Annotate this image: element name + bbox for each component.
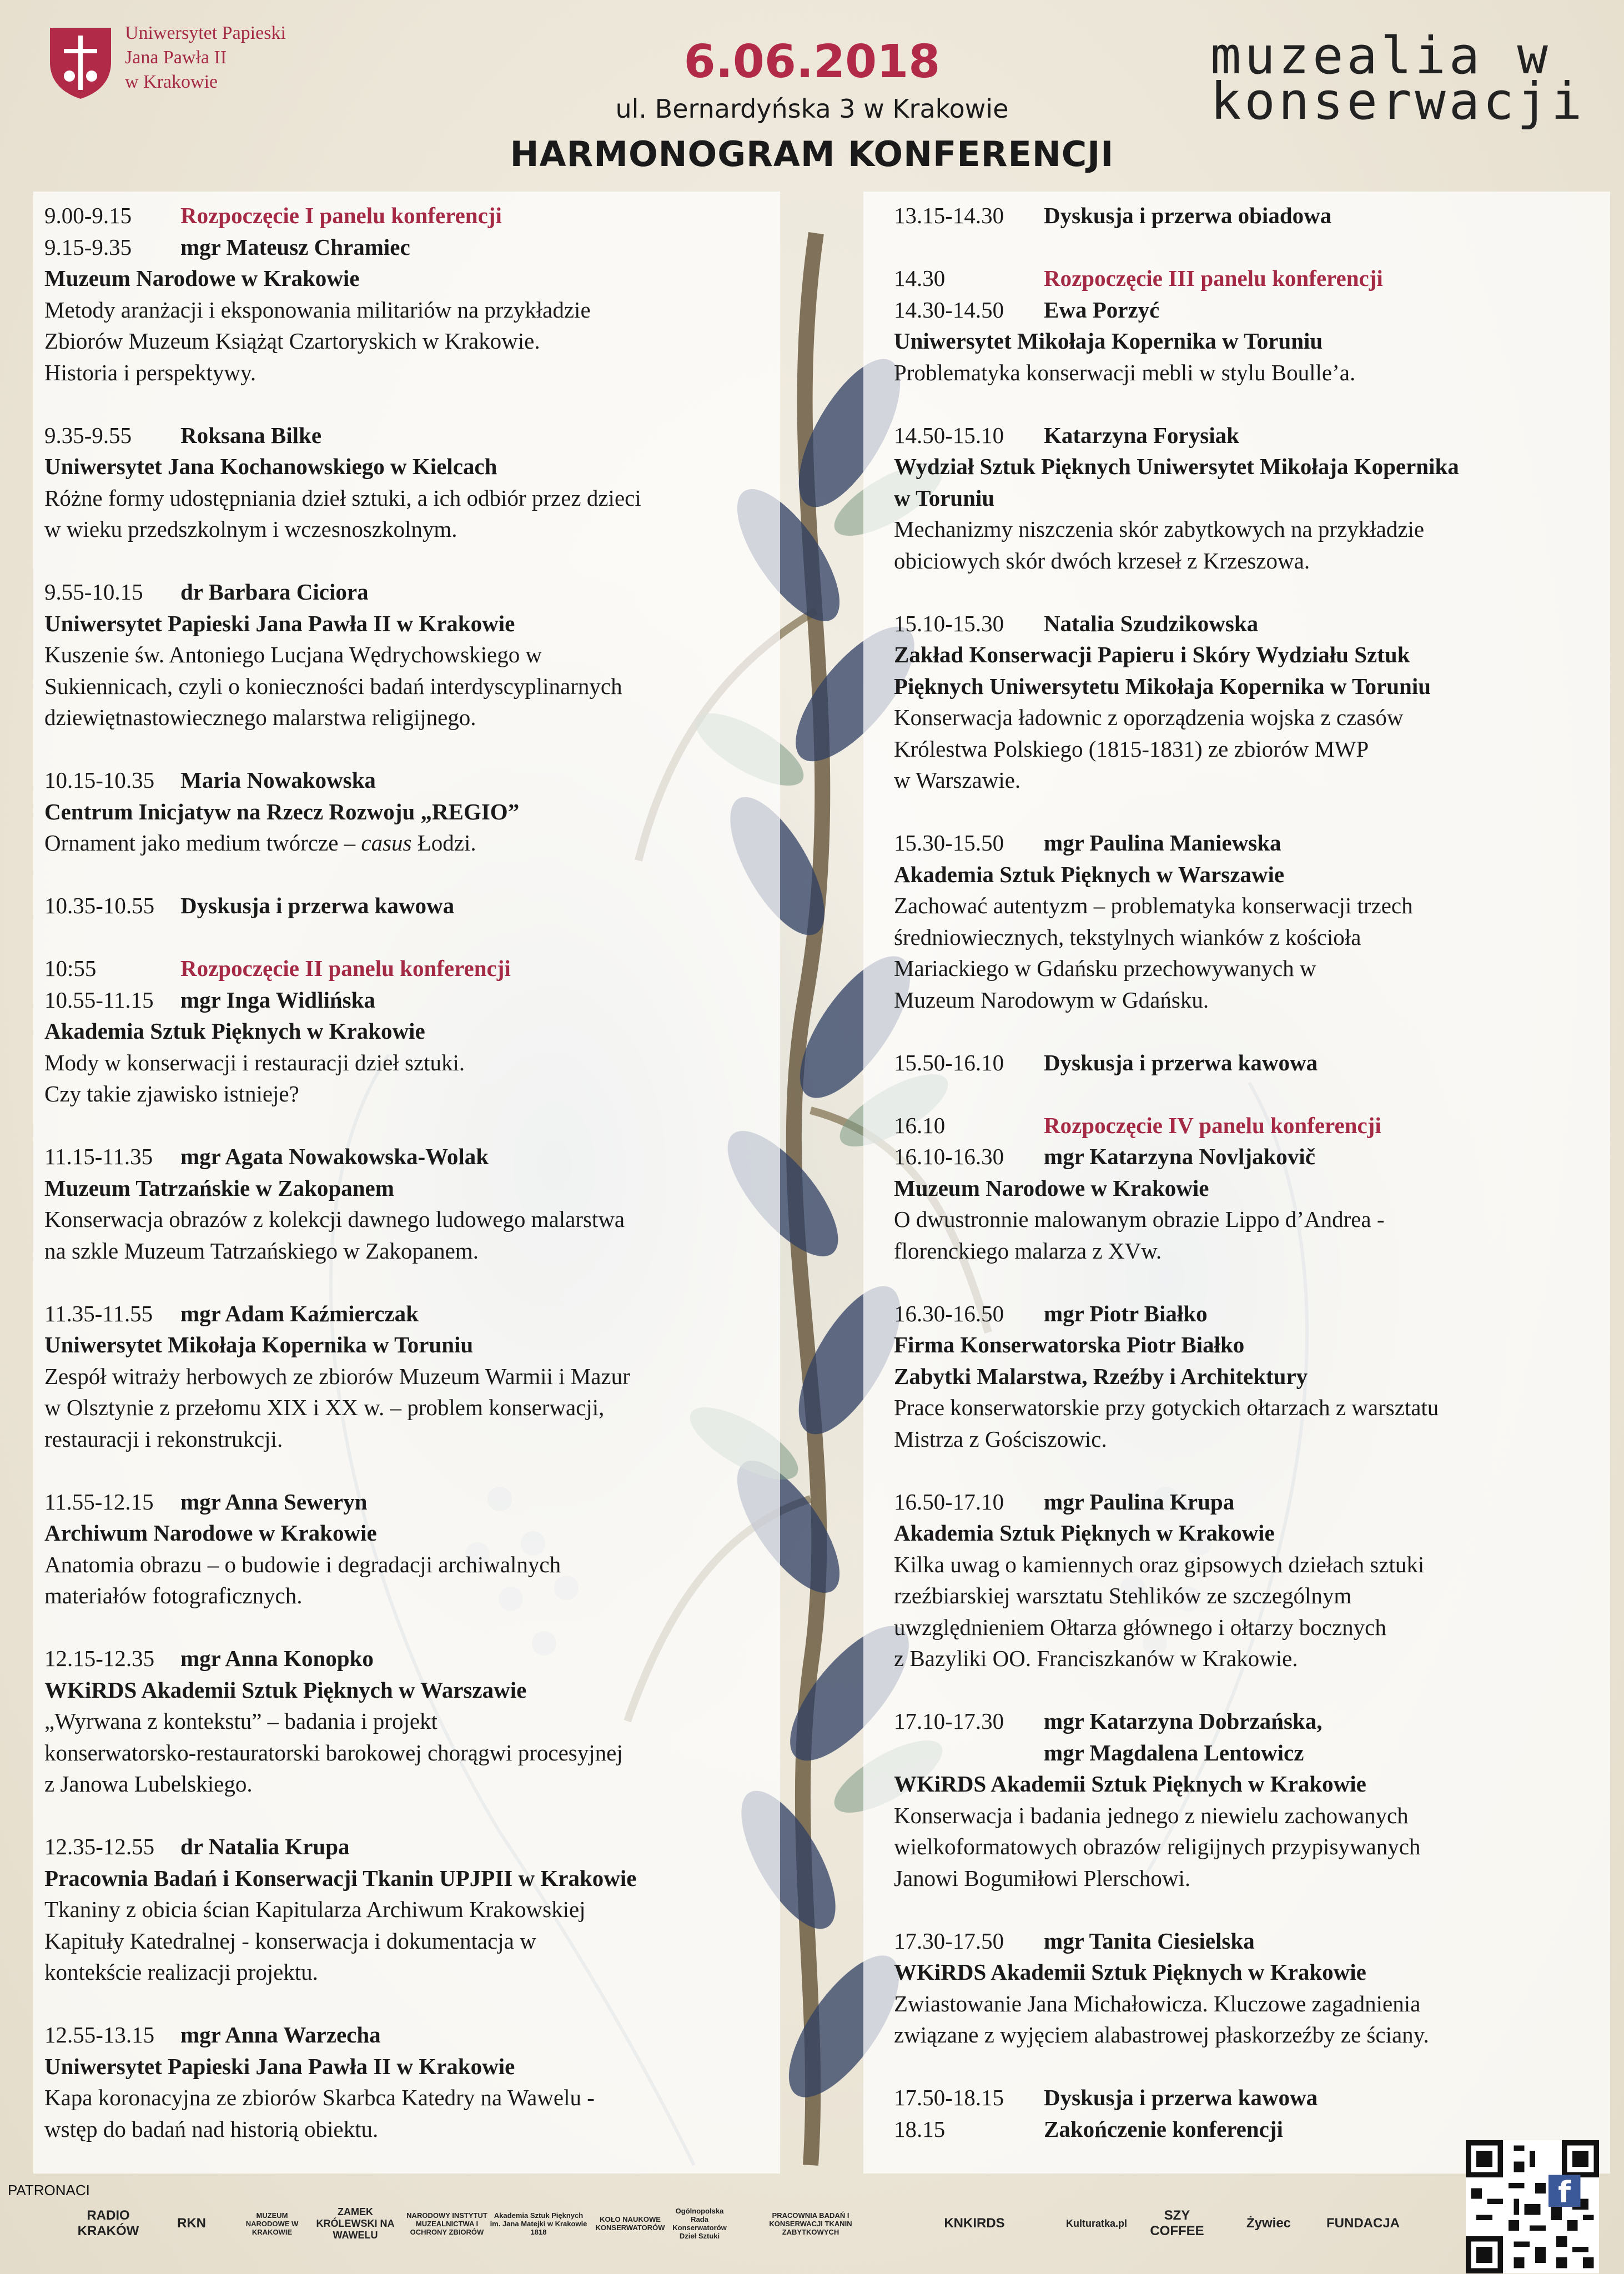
schedule-line [44,827,783,859]
talk-title-line: Konserwacja ładownic z oporządzenia wojska z czasów [894,705,1404,730]
speaker-or-institution: Firma Konserwatorska Piotr Białko [894,1332,1245,1357]
schedule-line [44,1674,783,1706]
talk-title-line: Zachować autentyzm – problematyka konserwacji trzech [894,893,1413,918]
schedule-line [894,1173,1624,1204]
time-label: 16.50-17.10 [894,1488,1004,1515]
talk-title-line: uwzględnieniem Ołtarza głównego i ołtarzy bocznych [894,1614,1386,1640]
time-label: 17.10-17.30 [894,1708,1004,1734]
schedule-line [44,1173,783,1204]
speaker-or-institution: mgr Piotr Białko [1044,1300,1208,1326]
schedule-entry [44,764,783,859]
schedule-line [894,1549,1624,1581]
schedule-line [44,1956,783,1988]
conference-address: ul. Bernardyńska 3 w Krakowie [615,94,1009,124]
page-title: HARMONOGRAM KONFERENCJI [510,134,1114,174]
panel-start-label: Rozpoczęcie IV panelu konferencji [1044,1112,1381,1138]
talk-title-line: Sukiennicach, czyli o konieczności badań interdyscyplinarnych [44,673,622,699]
talk-title-line: Mistrza z Gościszowic. [894,1426,1107,1452]
talk-title-line: w Olsztynie z przełomu XIX i XX w. – problem konserwacji, [44,1395,605,1420]
schedule-line [894,859,1624,891]
time-label: 9.35-9.55 [44,422,132,448]
talk-title-line: Zespół witraży herbowych ze zbiorów Muzeum Warmii i Mazur [44,1363,630,1389]
svg-text:f: f [1558,2175,1571,2210]
schedule-entry [894,1706,1624,1894]
schedule-line [894,2019,1624,2051]
schedule-line [894,1235,1624,1267]
speaker-or-institution: w Toruniu [894,485,995,511]
speaker-or-institution: Zakład Konserwacji Papieru i Skóry Wydziału Sztuk [894,642,1410,667]
schedule-line [894,1517,1624,1549]
schedule-line [894,890,1624,922]
talk-title-line: Kuszenie św. Antoniego Lucjana Wędrychowskiego w [44,642,542,667]
schedule-line [894,1486,1624,1518]
schedule-line [894,639,1624,671]
schedule-line [44,200,783,232]
talk-title-line: Janowi Bogumiłowi Plerschowi. [894,1865,1191,1891]
schedule-line [44,2051,783,2082]
schedule-line [894,1800,1624,1832]
speaker-or-institution: Uniwersytet Mikołaja Kopernika w Toruniu [894,328,1323,354]
speaker-or-institution: Katarzyna Forysiak [1044,422,1239,448]
schedule-line [44,1580,783,1612]
schedule-line [894,827,1624,859]
talk-title-line: Tkaniny z obicia ścian Kapitularza Archiwum Krakowskiej [44,1896,586,1922]
talk-title-line: na szkle Muzeum Tatrzańskiego w Zakopanem. [44,1237,479,1264]
talk-title-line: konserwatorsko-restauratorski barokowej chorągwi procesyjnej [44,1739,623,1765]
speaker-or-institution: Uniwersytet Jana Kochanowskiego w Kielcach [44,454,497,479]
university-name-line: Jana Pawła II [125,47,227,68]
talk-title-line: Mechanizmy niszczenia skór zabytkowych na przykładzie [894,516,1425,542]
schedule-line [894,1831,1624,1863]
schedule-line [894,482,1624,514]
schedule-line [894,420,1624,451]
speaker-or-institution: Wydział Sztuk Pięknych Uniwersytet Mikołaja Kopernika [894,454,1459,479]
schedule-line [44,764,783,796]
speaker-or-institution: mgr Katarzyna Novljakovič [1044,1144,1315,1169]
schedule-entry [44,1831,783,1988]
schedule-line [894,1737,1624,1769]
time-label: 9.00-9.15 [44,203,132,228]
talk-title-line: Zbiorów Muzeum Książąt Czartoryskich w Krakowie. [44,328,540,354]
schedule-line [894,1141,1624,1173]
time-label: 10.35-10.55 [44,893,155,918]
speaker-or-institution: Ewa Porzyć [1044,296,1160,323]
schedule-line [44,2082,783,2114]
talk-title-line: Różne formy udostępniania dzieł sztuki, a ich odbiór przez dzieci [44,485,641,511]
schedule-line [44,576,783,608]
schedule-line [894,984,1624,1016]
speaker-or-institution: mgr Tanita Ciesielska [1044,1928,1255,1954]
schedule-line [44,357,783,389]
schedule-line [894,1580,1624,1612]
schedule-line [894,1956,1624,1988]
patron-logo: RKN [177,2216,206,2231]
speaker-or-institution: mgr Agata Nowakowska-Wolak [180,1144,489,1169]
schedule-line [894,1392,1624,1423]
brand-line: muzealia w [1210,26,1551,85]
schedule-line [44,1392,783,1423]
time-label: 10:55 [44,955,97,981]
schedule-line [44,1925,783,1957]
schedule-line [894,764,1624,796]
speaker-or-institution: Zabytki Malarstwa, Rzeźby i Architektury [894,1363,1308,1389]
speaker-or-institution: mgr Inga Widlińska [180,987,375,1013]
speaker-or-institution: mgr Adam Kaźmierczak [180,1300,419,1326]
talk-title-line: Prace konserwatorskie przy gotyckich ołtarzach z warsztatu [894,1395,1439,1420]
time-label: 10.15-10.35 [44,767,155,793]
time-label: 12.35-12.55 [44,1834,155,1859]
speaker-or-institution: Muzeum Narodowe w Krakowie [44,265,360,291]
talk-title-line: rzeźbiarskiej warsztatu Stehlików ze szczególnym [894,1583,1352,1608]
schedule-line [44,796,783,828]
schedule-entry [894,263,1624,388]
schedule-line [894,357,1624,389]
time-label: 16.10-16.30 [894,1144,1004,1169]
time-label: 13.15-14.30 [894,203,1004,228]
schedule-line [44,1831,783,1863]
qr-code-icon [1466,2140,1599,2273]
speaker-or-institution: Akademia Sztuk Pięknych w Krakowie [894,1520,1275,1546]
schedule-line [894,1047,1624,1079]
speaker-or-institution: Akademia Sztuk Pięknych w Krakowie [44,1018,425,1044]
schedule-line [894,545,1624,577]
schedule-entry [894,1486,1624,1674]
talk-title-line: z Janowa Lubelskiego. [44,1771,253,1797]
time-label: 14.30-14.50 [894,296,1004,323]
schedule-left-column [44,200,783,2176]
schedule-line [44,1643,783,1674]
schedule-entry [894,1298,1624,1455]
schedule-entry [894,1110,1624,1267]
speaker-or-institution: Centrum Inicjatyw na Rzecz Rozwoju „REGIO” [44,798,520,824]
time-label: 17.30-17.50 [894,1928,1004,1954]
schedule-entry [44,1486,783,1612]
schedule-entry [44,420,783,545]
speaker-or-institution: mgr Anna Konopko [180,1646,374,1671]
schedule-line [894,294,1624,326]
speaker-or-institution: mgr Paulina Maniewska [1044,830,1281,856]
talk-title-line: Czy takie zjawisko istnieje? [44,1081,299,1106]
time-label: 16.30-16.50 [894,1300,1004,1326]
talk-title-line: Konserwacja obrazów z kolekcji dawnego ludowego malarstwa [44,1206,625,1232]
talk-title-line: florenckiego malarza z XVw. [894,1237,1162,1264]
schedule-line [44,263,783,294]
talk-title-line: obiciowych skór dwóch krzeseł z Krzeszowa. [894,547,1310,573]
schedule-line [894,2082,1624,2114]
schedule-line [44,1423,783,1455]
schedule-line [894,608,1624,640]
speaker-or-institution: WKiRDS Akademii Sztuk Pięknych w Krakowie [894,1771,1366,1797]
schedule-line [894,702,1624,733]
schedule-line [894,325,1624,357]
speaker-or-institution: Dyskusja i przerwa kawowa [1044,1049,1318,1075]
schedule-line [44,1204,783,1235]
speaker-or-institution: WKiRDS Akademii Sztuk Pięknych w Krakowie [894,1959,1366,1985]
brand-logo [1210,26,1599,131]
patron-logo: Ogólnopolska Rada Konserwatorów Dzieł Sztuki [672,2207,727,2240]
conference-date: 6.06.2018 [683,36,941,88]
talk-title-line: z Bazyliki OO. Franciszkanów w Krakowie. [894,1646,1298,1671]
schedule-entry [44,953,783,1110]
schedule-line [44,232,783,263]
schedule-line [44,1047,783,1079]
schedule-entry [44,576,783,733]
talk-title-line: Anatomia obrazu – o budowie i degradacji archiwalnych [44,1551,561,1577]
schedule-line [44,890,783,922]
patron-logo: KOŁO NAUKOWE KONSERWATORÓW [595,2215,665,2232]
schedule-line [44,984,783,1016]
schedule-line [894,1298,1624,1330]
schedule-line [894,1768,1624,1800]
schedule-line [894,1204,1624,1235]
schedule-entry [894,200,1624,232]
schedule-entry [894,1047,1624,1079]
time-label: 9.55-10.15 [44,579,143,605]
patron-logo: RADIO KRAKÓW [77,2208,139,2238]
schedule-entry [894,827,1624,1015]
schedule-entry [894,608,1624,796]
schedule-line [894,671,1624,702]
schedule-line [894,1110,1624,1141]
speaker-or-institution: Dyskusja i przerwa kawowa [1044,2085,1318,2110]
talk-title-line: dziewiętnastowiecznego malarstwa religijnego. [44,705,476,730]
brand-line: konserwacji [1210,72,1586,131]
schedule-line [44,953,783,984]
schedule-line [44,1768,783,1800]
schedule-line [44,514,783,545]
panel-start-label: Rozpoczęcie II panelu konferencji [180,955,511,981]
schedule-line [44,1894,783,1925]
schedule-line [44,1549,783,1581]
time-label: 11.35-11.55 [44,1300,153,1326]
talk-title-line: Kapa koronacyjna ze zbiorów Skarbca Katedry na Wawelu - [44,2085,595,2110]
patron-logo: FUNDACJA [1326,2216,1400,2231]
speaker-or-institution: Roksana Bilke [180,422,322,448]
schedule-line [44,1298,783,1330]
talk-title-line: Królestwa Polskiego (1815-1831) ze zbiorów MWP [894,736,1369,762]
schedule-line [44,1078,783,1110]
schedule-line [44,671,783,702]
time-label: 16.10 [894,1112,946,1138]
schedule-line [894,1706,1624,1737]
speaker-or-institution: Dyskusja i przerwa kawowa [180,893,455,918]
schedule-line [894,1925,1624,1957]
talk-title-line: w Warszawie. [894,767,1021,793]
schedule-line [44,482,783,514]
patron-logo: NARODOWY INSTYTUT MUZEALNICTWA I OCHRONY ZBIORÓW [406,2211,487,2236]
talk-title-line: O dwustronnie malowanym obrazie Lippo d’Andrea - [894,1206,1385,1232]
schedule-line [44,639,783,671]
schedule-line [44,1329,783,1361]
schedule-line [894,1863,1624,1894]
schedule-entry [44,890,783,922]
schedule-line [44,325,783,357]
speaker-or-institution: mgr Anna Warzecha [180,2022,381,2047]
schedule-line [894,953,1624,984]
schedule-line [44,1141,783,1173]
schedule-entry [44,200,783,388]
speaker-or-institution: mgr Paulina Krupa [1044,1488,1235,1515]
schedule-entry [894,1925,1624,2051]
schedule-line [894,514,1624,545]
schedule-line [894,733,1624,765]
schedule-line [44,420,783,451]
talk-title-line: materiałów fotograficznych. [44,1583,303,1608]
schedule-line [44,1235,783,1267]
speaker-or-institution: Dyskusja i przerwa obiadowa [1044,203,1332,228]
speaker-or-institution: Pięknych Uniwersytetu Mikołaja Kopernika w Toruniu [894,673,1431,699]
schedule-right-column [894,200,1624,2176]
speaker-or-institution: Uniwersytet Papieski Jana Pawła II w Krakowie [44,2053,515,2079]
schedule-entry [894,420,1624,577]
schedule-line [44,1361,783,1392]
patrons-label: PATRONACI [8,2182,90,2198]
talk-title-line: Kapituły Katedralnej - konserwacja i dokumentacja w [44,1928,536,1954]
talk-title-line: Ornament jako medium twórcze – casus Łodzi. [44,830,476,856]
speaker-or-institution: Natalia Szudzikowska [1044,610,1259,636]
speaker-or-institution: Archiwum Narodowe w Krakowie [44,1520,377,1546]
patron-logo: Akademia Sztuk Pięknych im. Jana Matejki w Krakowie 1818 [490,2211,587,2236]
schedule-line [44,608,783,640]
talk-title-line: w wieku przedszkolnym i wczesnoszkolnym. [44,516,457,542]
schedule-line [44,1486,783,1518]
schedule-line [44,702,783,733]
schedule-line [894,922,1624,953]
talk-title-line: związane z wyjęciem alabastrowej płaskorzeźby ze ściany. [894,2022,1429,2047]
schedule-line [894,1423,1624,1455]
time-label: 12.55-13.15 [44,2022,155,2047]
schedule-line [44,1015,783,1047]
schedule-line [894,1329,1624,1361]
patron-logo: MUZEUM NARODOWE W KRAKOWIE [245,2211,299,2236]
university-name-line: w Krakowie [125,72,218,92]
time-label: 12.15-12.35 [44,1646,155,1671]
schedule-line [894,200,1624,232]
speaker-or-institution: Akademia Sztuk Pięknych w Warszawie [894,861,1285,887]
schedule-line [894,451,1624,482]
schedule-line [894,1361,1624,1392]
speaker-or-institution: WKiRDS Akademii Sztuk Pięknych w Warszawie [44,1677,527,1703]
panel-start-label: Rozpoczęcie I panelu konferencji [180,203,502,228]
speaker-or-institution: Uniwersytet Papieski Jana Pawła II w Krakowie [44,610,515,636]
schedule-line [44,294,783,326]
speaker-or-institution: Maria Nowakowska [180,767,376,793]
time-label: 15.30-15.50 [894,830,1004,856]
speaker-or-institution: mgr Mateusz Chramiec [180,234,410,260]
schedule-entry [894,2082,1624,2145]
schedule-line [894,1612,1624,1643]
patron-logo: Kulturatka.pl [1066,2217,1128,2229]
talk-title-line: Mody w konserwacji i restauracji dzieł sztuki. [44,1049,465,1075]
speaker-or-institution: mgr Katarzyna Dobrzańska, [1044,1708,1323,1734]
talk-title-line: Problematyka konserwacji mebli w stylu Boulle’a. [894,359,1356,385]
schedule-line [44,1517,783,1549]
time-label: 17.50-18.15 [894,2085,1004,2110]
speaker-or-institution: Muzeum Tatrzańskie w Zakopanem [44,1175,394,1201]
time-label: 11.15-11.35 [44,1144,153,1169]
talk-title-line: Historia i perspektywy. [44,359,257,385]
talk-title-line: Kilka uwag o kamiennych oraz gipsowych dziełach sztuki [894,1551,1425,1577]
patron-logo: KNKIRDS [944,2216,1005,2231]
patron-logo: ZAMEK KRÓLEWSKI NA WAWELU [316,2206,395,2241]
time-label: 9.15-9.35 [44,234,132,260]
speaker-or-institution: Pracownia Badań i Konserwacji Tkanin UPJPII w Krakowie [44,1865,637,1891]
schedule-line [44,1737,783,1769]
time-label: 15.10-15.30 [894,610,1004,636]
schedule-line [44,451,783,482]
patron-logo: Żywiec [1246,2216,1291,2231]
university-name-line: Uniwersytet Papieski [125,23,286,43]
patron-logo: SZY COFFEE [1150,2208,1204,2238]
schedule-line [44,1706,783,1737]
schedule-line [44,2114,783,2145]
schedule-line [894,1988,1624,2020]
talk-title-line: wielkoformatowych obrazów religijnych przypisywanych [894,1834,1421,1859]
schedule-entry [44,1141,783,1266]
time-label: 15.50-16.10 [894,1049,1004,1075]
panel-start-label: Rozpoczęcie III panelu konferencji [1044,265,1383,291]
schedule-line [44,1863,783,1894]
speaker-or-institution: Zakończenie konferencji [1044,2116,1283,2142]
talk-title-line: Zwiastowanie Jana Michałowicza. Kluczowe zagadnienia [894,1990,1421,2016]
schedule-line [894,263,1624,294]
patron-logo: PRACOWNIA BADAŃ I KONSERWACJI TKANIN ZABYTKOWYCH [769,2211,852,2236]
schedule-entry [44,2019,783,2145]
talk-title-line: Metody aranżacji i eksponowania militariów na przykładzie [44,296,591,323]
schedule-line [44,2019,783,2051]
schedule-entry [44,1643,783,1800]
time-label: 14.30 [894,265,946,291]
talk-title-line: wstęp do badań nad historią obiektu. [44,2116,379,2142]
talk-title-line: średniowiecznych, tekstylnych wianków z kościoła [894,924,1361,950]
talk-title-line: „Wyrwana z kontekstu” – badania i projekt [44,1708,438,1734]
talk-title-line: Mariackiego w Gdańsku przechowywanych w [894,955,1316,981]
time-label: 18.15 [894,2116,946,2142]
speaker-or-institution: mgr Magdalena Lentowicz [1044,1739,1304,1765]
talk-title-line: Muzeum Narodowym w Gdańsku. [894,987,1209,1013]
speaker-or-institution: Muzeum Narodowe w Krakowie [894,1175,1209,1201]
speaker-or-institution: dr Natalia Krupa [180,1834,350,1859]
speaker-or-institution: dr Barbara Ciciora [180,579,369,605]
talk-title-line: restauracji i rekonstrukcji. [44,1426,283,1452]
time-label: 11.55-12.15 [44,1488,154,1515]
time-label: 14.50-15.10 [894,422,1004,448]
speaker-or-institution: Uniwersytet Mikołaja Kopernika w Toruniu [44,1332,474,1357]
time-label: 10.55-11.15 [44,987,154,1013]
schedule-line [894,1643,1624,1674]
talk-title-line: kontekście realizacji projektu. [44,1959,318,1985]
talk-title-line: Konserwacja i badania jednego z niewielu zachowanych [894,1802,1409,1828]
speaker-or-institution: mgr Anna Seweryn [180,1488,368,1515]
schedule-entry [44,1298,783,1455]
